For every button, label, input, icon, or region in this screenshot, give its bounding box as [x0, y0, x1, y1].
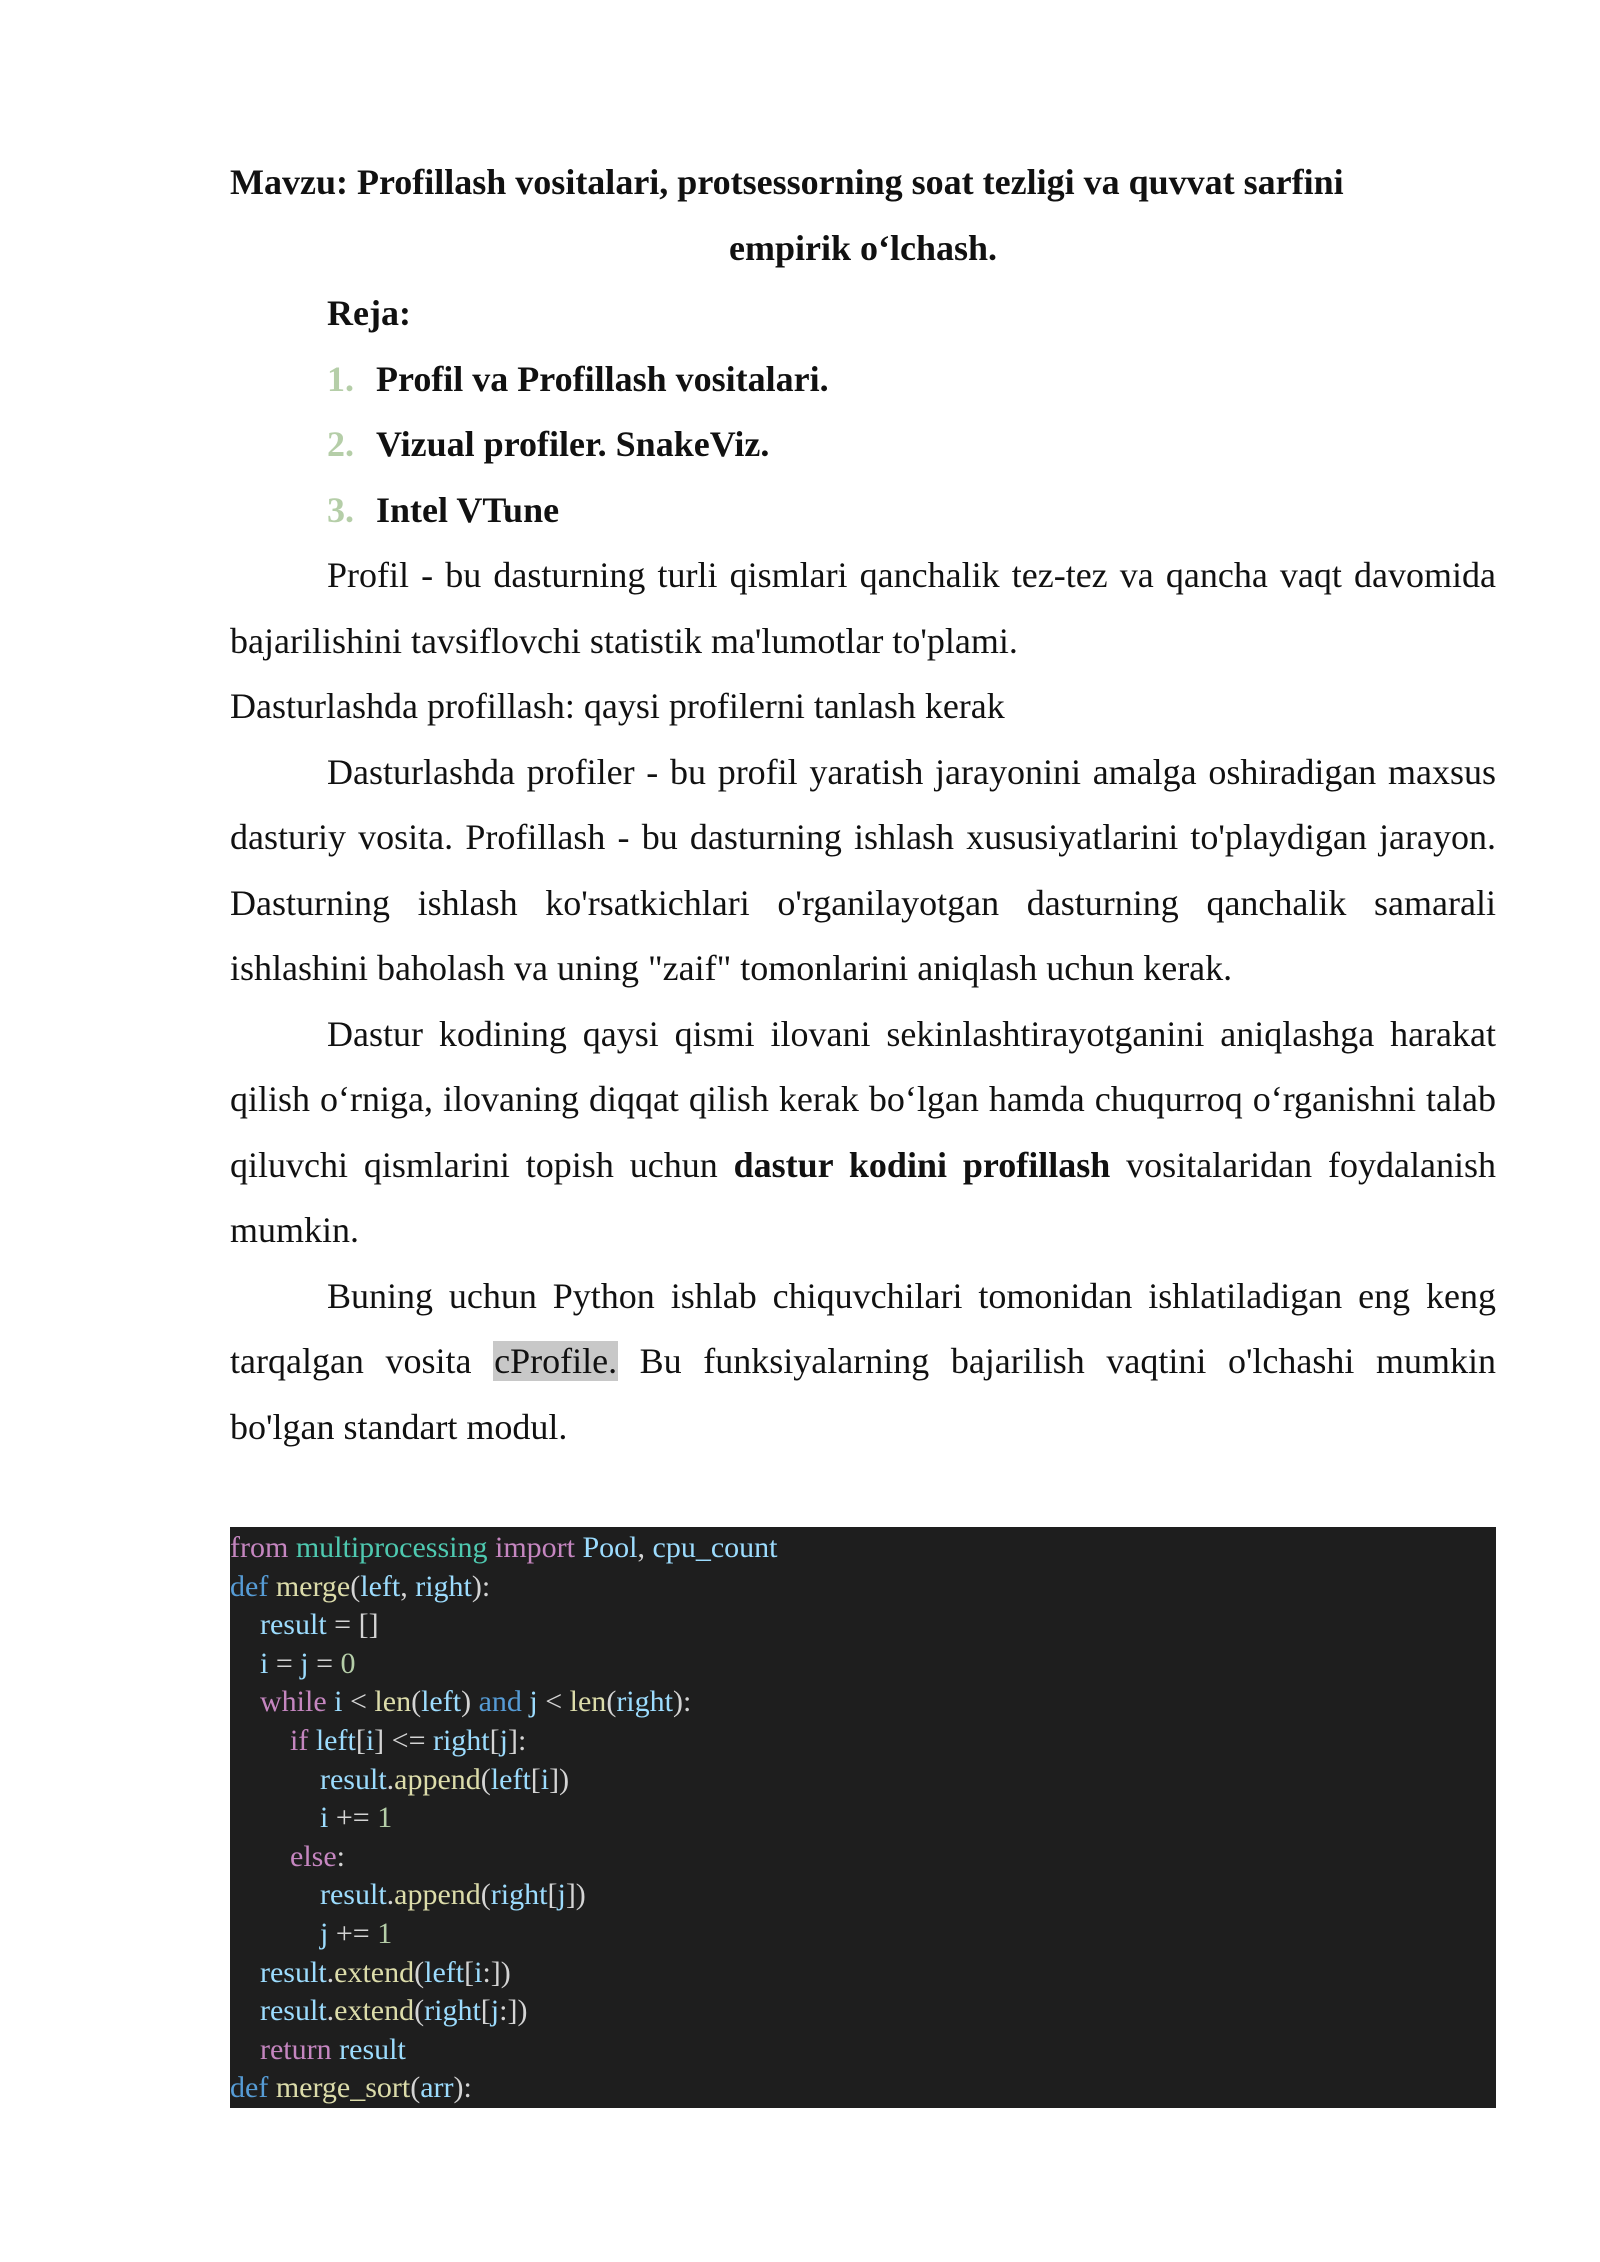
code-line — [230, 2031, 1496, 2070]
code-token — [230, 1724, 290, 1757]
code-token: [ — [489, 1723, 500, 1757]
code-token: : — [336, 1839, 345, 1873]
code-token: append — [394, 1878, 481, 1912]
page-title-line-1: Mavzu: Profillash vositalari, protsessorning soat tezligi va quvvat sarfini — [230, 162, 1344, 202]
code-line — [230, 1915, 1496, 1954]
code-line — [230, 1645, 1496, 1684]
plan-heading: Reja: — [327, 293, 411, 333]
code-line — [230, 1876, 1496, 1915]
code-token: ] <= — [374, 1723, 433, 1757]
code-token — [268, 1570, 276, 1603]
plan-item — [230, 347, 1496, 413]
code-token: 1 — [377, 1801, 393, 1835]
code-token: left — [424, 1955, 465, 1989]
code-token: Pool — [582, 1531, 638, 1564]
code-token: j — [557, 1878, 566, 1912]
code-line — [230, 1568, 1496, 1607]
code-token: extend — [334, 1955, 415, 1989]
paragraph-text: Buning uchun Python ishlab chiquvchilari tomonidan ishlatiladigan eng keng tarqalgan vosita — [230, 1275, 1496, 1381]
code-token: cpu_count — [652, 1531, 778, 1564]
code-token: left — [315, 1723, 356, 1757]
code-token: ) — [461, 1685, 479, 1719]
code-token: result — [339, 2032, 406, 2066]
code-token: import — [494, 1531, 575, 1564]
plan-item-text: Intel VTune — [376, 489, 560, 530]
paragraph-cprofile — [230, 1264, 1496, 1461]
code-token: [ — [355, 1723, 366, 1757]
plan-item-number: 3. — [327, 489, 354, 530]
code-token: ( — [411, 1685, 422, 1719]
code-token: . — [386, 1762, 395, 1796]
code-token: :]) — [499, 1994, 528, 2028]
code-token — [230, 1801, 320, 1834]
code-token: ( — [606, 1685, 617, 1719]
code-token: result — [260, 1955, 327, 1989]
code-token: ( — [414, 1994, 425, 2028]
code-token: result — [320, 1878, 387, 1912]
code-token: , — [637, 1531, 653, 1564]
code-token: . — [386, 1878, 395, 1912]
code-token: ]) — [565, 1878, 586, 1912]
code-token: ( — [410, 2071, 421, 2105]
code-token — [308, 1724, 316, 1757]
code-token: 1 — [377, 1916, 393, 1950]
code-token: result — [260, 1994, 327, 2028]
code-token: left — [490, 1762, 531, 1796]
code-token: = — [268, 1646, 301, 1680]
code-token: ): — [453, 2071, 472, 2105]
paragraph-text: Dastur kodining qaysi qismi ilovani sekinlashtirayotganini aniqlashga harakat qilish o‘rniga, ilovaning diqqat qilish kerak bo‘lgan hamda chuqurroq o‘rganishni talab qiluvchi qismlarini topish uchun — [230, 1013, 1496, 1185]
paragraph-profile-definition: Profil - bu dasturning turli qismlari qanchalik tez-tez va qancha vaqt davomida bajarilishini tavsiflovchi statistik ma'lumotlar to'plami. — [230, 555, 1496, 661]
code-token — [230, 1994, 260, 2027]
code-token: left — [360, 1569, 401, 1603]
code-token: = — [308, 1646, 341, 1680]
code-token — [230, 1608, 260, 1641]
code-token: len — [569, 1685, 607, 1719]
code-token: j — [499, 1723, 508, 1757]
code-token — [230, 1956, 260, 1989]
code-line — [230, 1529, 1496, 1568]
code-token: j — [490, 1994, 500, 2028]
document-page — [230, 150, 1496, 1460]
code-token — [230, 1763, 320, 1796]
code-token: ]: — [508, 1723, 527, 1757]
code-token: j — [529, 1685, 538, 1719]
plan-item-number: 1. — [327, 358, 354, 399]
plan-item-number: 2. — [327, 424, 354, 464]
code-line — [230, 1683, 1496, 1722]
code-token: i — [260, 1646, 269, 1680]
paragraph-subheading: Dasturlashda profillash: qaysi profilerni tanlash kerak — [230, 686, 1005, 726]
plan-item — [230, 478, 1496, 544]
code-token: left — [421, 1685, 462, 1719]
code-token: [ — [547, 1878, 558, 1912]
code-token: j — [300, 1646, 309, 1680]
code-token: right — [432, 1723, 490, 1757]
code-token: . — [326, 1994, 335, 2028]
code-token: extend — [334, 1994, 415, 2028]
code-token: ): — [672, 1685, 692, 1719]
paragraph-profiler-description: Dasturlashda profiler - bu profil yaratish jarayonini amalga oshiradigan maxsus dasturiy vosita. Profillash - bu dasturning ishlash xususiyatlarini to'playdigan jarayon. Dasturning ishlash ko'rsatkichlari o'rganilayotgan dasturning qanchalik samarali ishlashini baholash va uning "zaif" tomonlarini aniqlash uchun kerak. — [230, 751, 1496, 988]
code-token — [230, 1878, 320, 1911]
page-title-line-2: empirik o‘lchash. — [728, 227, 997, 268]
code-line — [230, 1606, 1496, 1645]
code-token: merge — [275, 1569, 351, 1603]
code-token: if — [290, 1723, 309, 1757]
code-token: ): — [471, 1569, 491, 1603]
code-token — [487, 1531, 495, 1564]
code-token — [230, 1647, 260, 1680]
code-block — [230, 1527, 1496, 2108]
code-token — [268, 2071, 276, 2104]
code-token: i — [334, 1685, 343, 1719]
code-token: [ — [530, 1762, 541, 1796]
code-token: < — [342, 1685, 375, 1719]
code-token — [230, 1840, 290, 1873]
code-token: return — [260, 2032, 332, 2066]
code-token: += — [328, 1916, 378, 1950]
code-token: ( — [480, 1878, 491, 1912]
code-token: right — [616, 1685, 673, 1719]
plan-item-text: Profil va Profillash vositalari. — [376, 358, 829, 399]
plan-item-text: Vizual profiler. SnakeViz. — [376, 424, 770, 464]
paragraph-profiling-tools — [230, 1002, 1496, 1264]
code-token — [230, 1917, 320, 1950]
code-token: and — [478, 1685, 522, 1719]
code-token: i — [365, 1723, 375, 1757]
code-line — [230, 1992, 1496, 2031]
code-token: 0 — [340, 1646, 356, 1680]
code-token: :]) — [482, 1955, 511, 1989]
code-token: right — [424, 1994, 481, 2028]
code-token: def — [230, 1569, 269, 1603]
code-token: else — [290, 1839, 337, 1873]
code-token: . — [326, 1955, 335, 1989]
code-token: arr — [420, 2071, 454, 2105]
code-token: multiprocessing — [295, 1531, 488, 1564]
code-line — [230, 1954, 1496, 1993]
paragraph-text: Bu funksiyalarning bajarilish vaqtini o'lchashi mumkin bo'lgan standart modul. — [230, 1341, 1496, 1447]
code-token: result — [320, 1762, 387, 1796]
code-token — [230, 1685, 260, 1718]
code-token: i — [474, 1955, 483, 1989]
code-token: result — [260, 1608, 327, 1642]
code-token: += — [328, 1801, 378, 1835]
code-token: right — [415, 1569, 472, 1603]
code-token — [230, 2033, 260, 2066]
code-line — [230, 1722, 1496, 1761]
code-token: right — [490, 1878, 548, 1912]
plan-item — [230, 412, 1496, 478]
bold-phrase: dastur kodini profillash — [733, 1144, 1111, 1185]
code-token: i — [540, 1762, 550, 1796]
code-token: , — [400, 1569, 416, 1603]
code-token: append — [394, 1762, 481, 1796]
code-token: ]) — [549, 1762, 570, 1796]
code-token: < — [537, 1685, 570, 1719]
code-line — [230, 1761, 1496, 1800]
code-token: ( — [414, 1955, 425, 1989]
paragraph-text: vositalaridan foydalanish mumkin. — [230, 1144, 1496, 1250]
code-line — [230, 1799, 1496, 1838]
code-token: merge_sort — [275, 2071, 411, 2105]
code-token: while — [260, 1685, 327, 1719]
code-line — [230, 2069, 1496, 2108]
code-token: from — [230, 1531, 289, 1564]
code-line — [230, 1838, 1496, 1877]
code-token: ( — [350, 1569, 361, 1603]
code-token: i — [320, 1801, 329, 1835]
code-token: [ — [464, 1955, 475, 1989]
code-token: = [] — [326, 1608, 379, 1642]
code-token — [288, 1531, 296, 1564]
code-token: ( — [480, 1762, 491, 1796]
highlighted-term: cProfile. — [494, 1341, 618, 1381]
code-token: [ — [480, 1994, 491, 2028]
code-token: def — [230, 2071, 269, 2105]
code-token: j — [320, 1916, 329, 1950]
code-token: len — [374, 1685, 412, 1719]
